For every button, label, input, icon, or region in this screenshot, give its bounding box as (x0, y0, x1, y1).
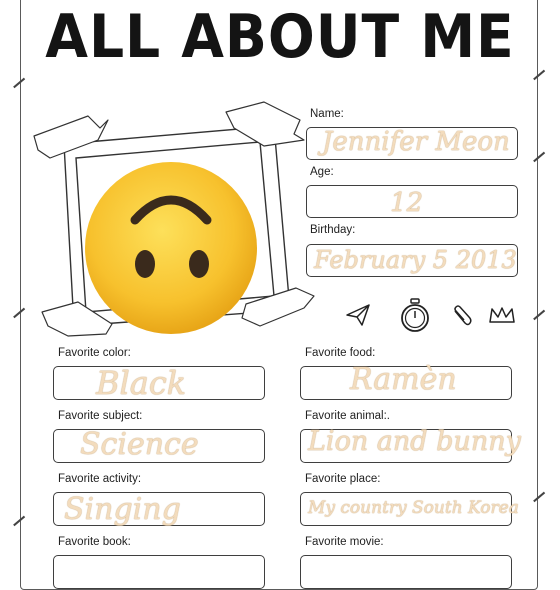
stopwatch-icon (398, 298, 432, 334)
fav-color-value: Black (96, 364, 187, 402)
fav-place-label: Favorite place: (305, 473, 381, 485)
fav-movie-label: Favorite movie: (305, 536, 384, 548)
fav-food-value: Ramèn (350, 362, 457, 397)
fav-subject-value: Science (80, 427, 199, 462)
tape-top-right (226, 102, 304, 146)
fav-activity-label: Favorite activity: (58, 473, 142, 485)
tape-top-left (34, 116, 108, 158)
fav-animal-label: Favorite animal:. (305, 410, 391, 422)
fav-book-field[interactable] (53, 555, 265, 589)
age-label: Age: (310, 166, 334, 178)
paper-plane-icon (344, 301, 372, 329)
age-value: 12 (390, 188, 424, 218)
name-label: Name: (310, 108, 344, 120)
birthday-label: Birthday: (310, 224, 356, 236)
fav-food-label: Favorite food: (305, 347, 376, 359)
paperclip-icon (450, 304, 474, 328)
fav-color-label: Favorite color: (58, 347, 131, 359)
name-value: Jennifer Meon (322, 127, 510, 157)
fav-book-label: Favorite book: (58, 536, 131, 548)
birthday-value: February 5 2013 (314, 246, 517, 274)
fav-place-value: My country South Korea (308, 498, 519, 518)
upside-down-face-emoji (83, 160, 259, 336)
crown-icon (488, 306, 516, 324)
fav-subject-label: Favorite subject: (58, 410, 143, 422)
page-title: ALL ABOUT ME (45, 2, 515, 72)
fav-movie-field[interactable] (300, 555, 512, 589)
fav-activity-value: Singing (64, 492, 181, 527)
fav-animal-value: Lion and bunny (308, 426, 521, 457)
